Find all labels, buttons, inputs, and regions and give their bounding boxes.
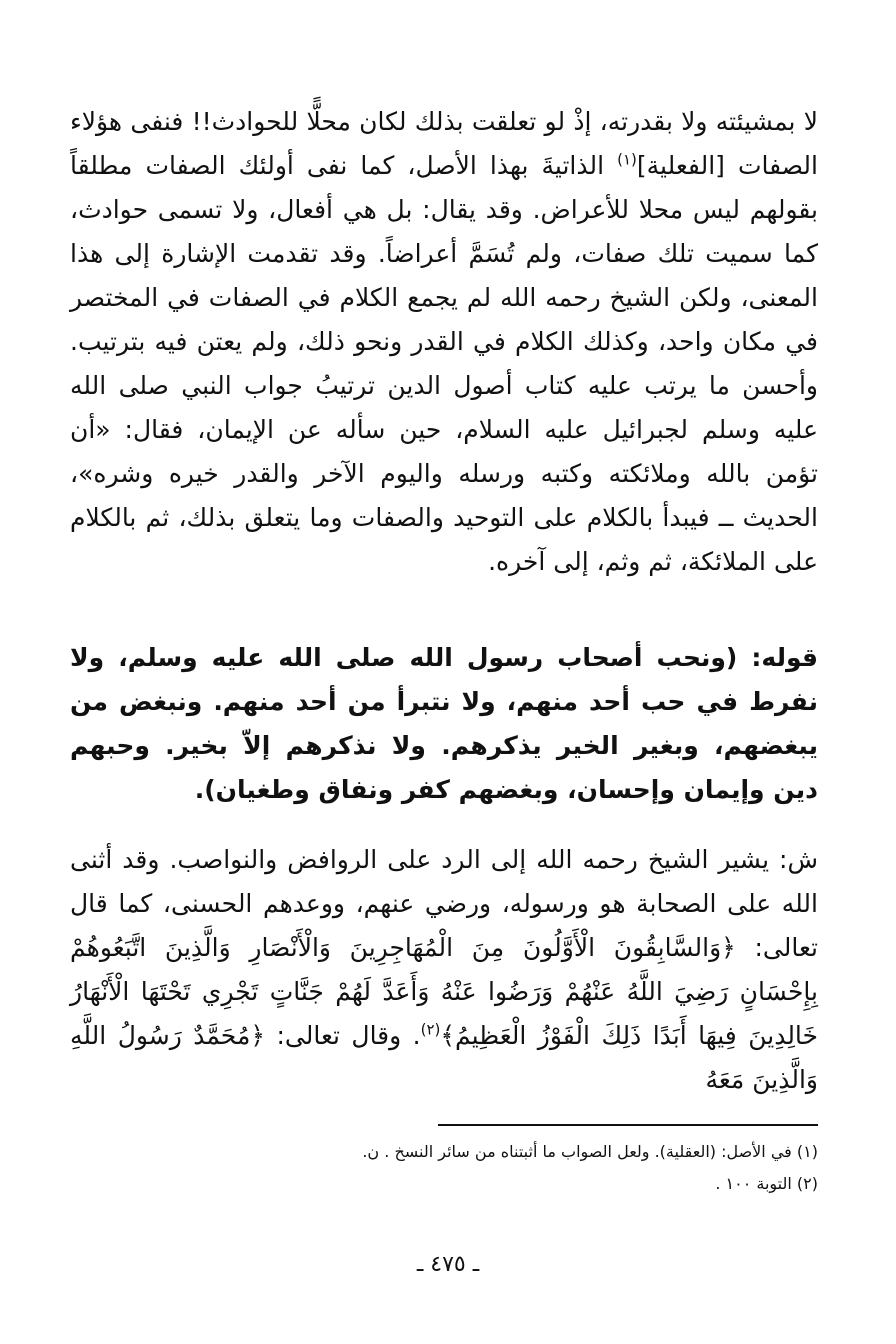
paragraph-text bbox=[70, 838, 818, 1102]
matn-text: قوله: (ونحب أصحاب رسول الله صلى الله عليه وسلم، ولا نفرط في حب أحد منهم، ولا نتبرأ من أحد منهم. ونبغض من يبغضهم، وبغير الخير يذكرهم. ولا نذكرهم إلاّ بخير. وحبهم دين وإيمان وإحسان، وبغضهم كفر ونفاق وطغيان). bbox=[70, 643, 818, 804]
footnote-divider bbox=[438, 1124, 818, 1126]
page-number: ـ ٤٧٥ ـ bbox=[416, 1252, 480, 1277]
paragraph-3-mid: . وقال تعالى: bbox=[265, 1021, 421, 1050]
paragraph-commentary-2 bbox=[70, 838, 818, 1102]
paragraph-matn-quote bbox=[70, 636, 818, 812]
footnote-2: (٢) التوبة ١٠٠ . bbox=[715, 1174, 818, 1193]
footnotes-list bbox=[70, 1136, 818, 1200]
quran-verse-2: ﴿مُحَمَّدٌ رَسُولُ اللَّهِ وَالَّذِينَ مَعَهُ bbox=[70, 1021, 818, 1094]
quran-verse-1: ﴿وَالسَّابِقُونَ الْأَوَّلُونَ مِنَ الْمُهَاجِرِينَ وَالْأَنْصَارِ وَالَّذِينَ اتَّبَعُوهُمْ بِإِحْسَانٍ رَضِيَ اللَّهُ عَنْهُمْ وَرَضُوا عَنْهُ وَأَعَدَّ لَهُمْ جَنَّاتٍ تَجْرِي تَحْتَهَا الْأَنْهَارُ خَالِدِينَ فِيهَا أَبَدًا ذَلِكَ الْفَوْزُ الْعَظِيمُ﴾ bbox=[70, 933, 819, 1050]
paragraph-text bbox=[70, 100, 818, 584]
footnote-ref-1[interactable]: (١) bbox=[617, 150, 637, 169]
footnote-ref-2[interactable]: (٢) bbox=[420, 1020, 441, 1039]
paragraph-1-part-b: الذاتيةَ بهذا الأصل، كما نفى أولئك الصفات مطلقاً بقولهم ليس محلا للأعراض. وقد يقال: بل هي أفعال، ولا تسمى حوادث، كما سميت تلك صفات، ولم تُسَمَّ أعراضاً. وقد تقدمت الإشارة إلى هذا المعنى، ولكن الشيخ رحمه الله لم يجمع الكلام في الصفات في المختصر في مكان واحد، وكذلك الكلام في القدر ونحو ذلك، ولم يعتن فيه بترتيب. وأحسن ما يرتب عليه كتاب أصول الدين ترتيبُ جواب النبي صلى الله عليه وسلم لجبرائيل عليه السلام، حين سأله عن الإيمان، فقال: «أن تؤمن بالله وملائكته وكتبه ورسله واليوم الآخر والقدر خيره وشره»، الحديث ــ فيبدأ بالكلام على التوحيد والصفات وما يتعلق بذلك، ثم بالكلام على الملائكة، ثم وثم، إلى آخره. bbox=[70, 151, 818, 576]
paragraph-3-intro: ش: يشير الشيخ رحمه الله إلى الرد على الروافض والنواصب. وقد أثنى الله على الصحابة هو ورسوله، ورضي عنهم، ووعدهم الحسنى، كما قال تعالى: bbox=[70, 845, 818, 962]
paragraph-commentary-1 bbox=[70, 100, 818, 584]
paragraph-1-part-a: لا بمشيئته ولا بقدرته، إذْ لو تعلقت بذلك لكان محلًّا للحوادث!! فنفى هؤلاء الصفات [الفعلية] bbox=[70, 107, 818, 180]
footnote-1: (١) في الأصل: (العقلية). ولعل الصواب ما أثبتناه من سائر النسخ . ن. bbox=[362, 1142, 818, 1161]
